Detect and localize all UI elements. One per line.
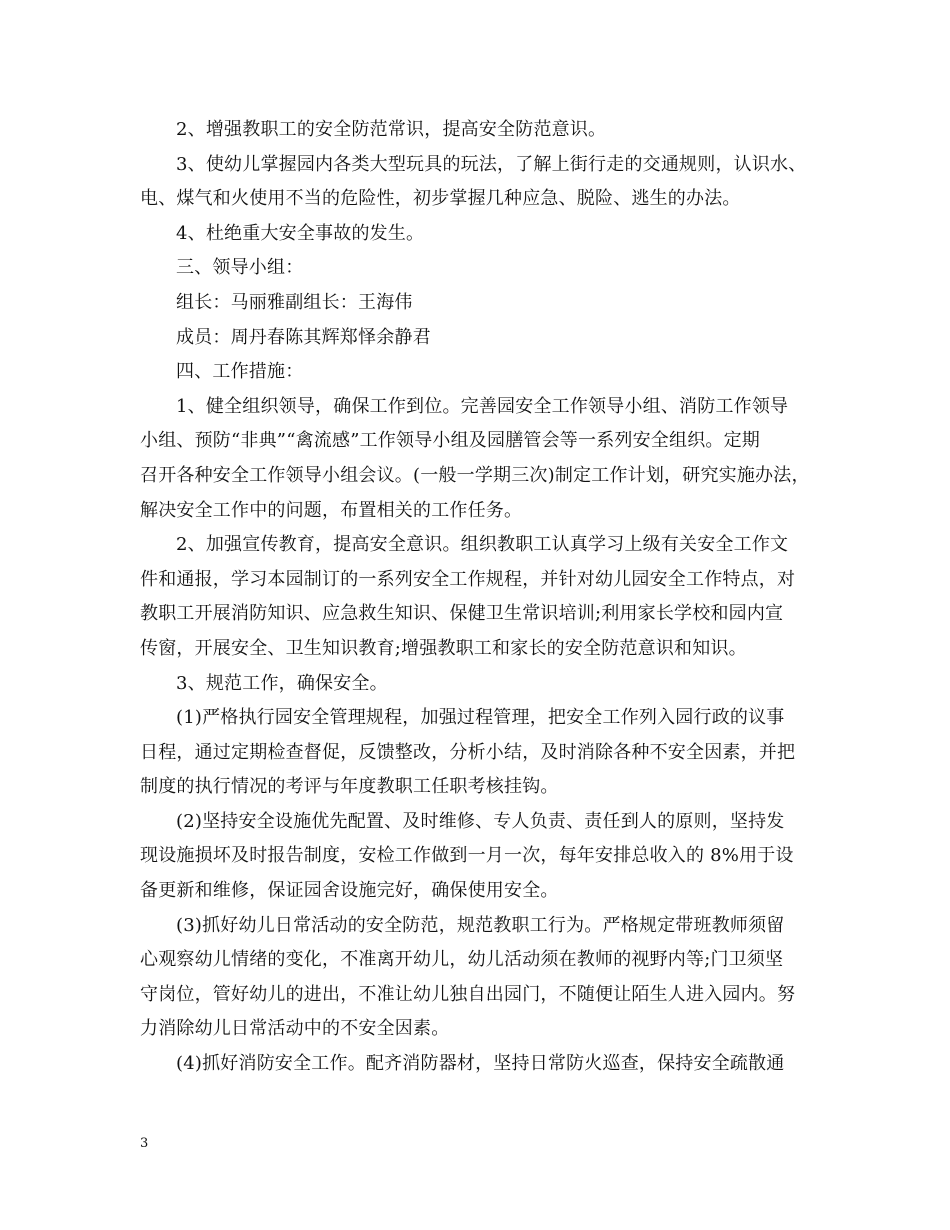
text-line: 成员：周丹春陈其辉郑怿余静君 [176,326,431,348]
text-line: 3、使幼儿掌握园内各类大型玩具的玩法，了解上街行走的交通规则，认识水、 [176,153,807,175]
text-line: (1)严格执行园安全管理规程，加强过程管理，把安全工作列入园行政的议事 [176,707,785,729]
text-line: 4、杜绝重大安全事故的发生。 [176,222,425,244]
text-line: 心观察幼儿情绪的变化，不准离开幼儿，幼儿活动须在教师的视野内等;门卫须坚 [140,949,784,971]
text-line: 1、健全组织领导，确保工作到位。完善园安全工作领导小组、消防工作领导 [176,395,789,417]
section-heading: 四、工作措施： [176,361,304,383]
text-line: 力消除幼儿日常活动中的不安全因素。 [140,1018,450,1040]
text-line: 2、加强宣传教育，提高安全意识。组织教职工认真学习上级有关安全工作文 [176,534,789,556]
page-number: 3 [140,1136,149,1151]
text-line: 备更新和维修，保证园舍设施完好，确保使用安全。 [140,880,559,902]
text-line: 教职工开展消防知识、应急救生知识、保健卫生常识培训;利用家长学校和园内宣 [140,603,784,625]
text-line: 守岗位，管好幼儿的进出，不准让幼儿独自出园门，不随便让陌生人进入园内。努 [140,983,796,1005]
text-line: (4)抓好消防安全工作。配齐消防器材，坚持日常防火巡查，保持安全疏散通 [176,1053,785,1075]
text-line: 日程，通过定期检查督促，反馈整改，分析小结，及时消除各种不安全因素，并把 [140,741,796,763]
text-line: 3、规范工作，确保安全。 [176,672,388,694]
text-line: 小组、预防“非典”“禽流感”工作领导小组及园膳管会等一系列安全组织。定期 [140,430,761,452]
text-line: 组长：马丽雅副组长：王海伟 [176,291,413,313]
text-line: (2)坚持安全设施优先配置、及时维修、专人负责、责任到人的原则，坚持发 [176,810,785,832]
text-line: 电、煤气和火使用不当的危险性，初步掌握几种应急、脱险、逃生的办法。 [140,188,741,210]
text-line: 召开各种安全工作领导小组会议。(一般一学期三次)制定工作计划，研究实施办法， [140,464,810,486]
text-line: 现设施损坏及时报告制度，安检工作做到一月一次，每年安排总收入的 8%用于设 [140,845,794,867]
text-line: 传窗，开展安全、卫生知识教育;增强教职工和家长的安全防范意识和知识。 [140,637,747,659]
text-line: 2、增强教职工的安全防范常识，提高安全防范意识。 [176,119,607,140]
document-body [140,113,830,1082]
text-line: (3)抓好幼儿日常活动的安全防范，规范教职工行为。严格规定带班教师须留 [176,914,785,936]
section-heading: 三、领导小组： [176,257,304,279]
text-line: 制度的执行情况的考评与年度教职工任职考核挂钩。 [140,776,559,798]
text-line: 件和通报，学习本园制订的一系列安全工作规程，并针对幼儿园安全工作特点，对 [140,568,796,590]
text-line: 解决安全工作中的问题，布置相关的工作任务。 [140,499,523,521]
